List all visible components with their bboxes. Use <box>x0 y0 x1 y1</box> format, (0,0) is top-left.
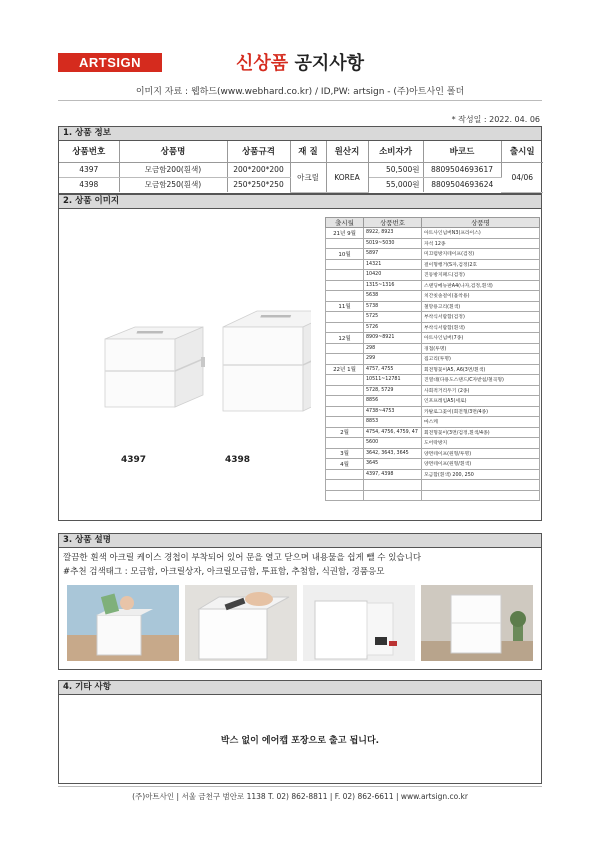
product-release: 04/06 <box>501 162 543 192</box>
list-month <box>326 280 364 291</box>
list-month <box>326 406 364 417</box>
list-month <box>326 417 364 428</box>
title-notice: 공지사항 <box>294 53 364 74</box>
list-code: 4754, 4756, 4759, 47 <box>364 427 422 438</box>
list-item <box>326 259 540 270</box>
list-month: 10월 <box>326 249 364 260</box>
usage-photos <box>59 579 541 669</box>
list-code <box>364 480 422 491</box>
list-month <box>326 490 364 501</box>
product-description-heading: 3. 상품 설명 <box>59 534 541 548</box>
search-tags: #추천 검색태그 : 모금함, 아크릴상자, 아크릴모금함, 투표함, 추첨함, 식권함, 경품응모 <box>63 567 385 577</box>
box-label-4398: 4398 <box>225 455 251 465</box>
list-item <box>326 469 540 480</box>
product-code: 4397 <box>59 162 119 177</box>
list-name: 양면테이프(원형/투명) <box>422 448 540 459</box>
donation-box-illustration <box>91 299 311 429</box>
list-month <box>326 343 364 354</box>
list-item <box>326 385 540 396</box>
list-month: 11월 <box>326 301 364 312</box>
list-item <box>326 427 540 438</box>
usage-photo-3 <box>303 585 415 661</box>
list-code: 1315~1316 <box>364 280 422 291</box>
list-month <box>326 312 364 323</box>
list-name: 자석 12종 <box>422 238 540 249</box>
list-name: 철망용고리(흰색) <box>422 301 540 312</box>
col-material: 재 질 <box>290 141 326 162</box>
list-item <box>326 480 540 491</box>
col-price: 소비자가 <box>368 141 423 162</box>
product-origin: KOREA <box>326 162 368 192</box>
col-origin: 원산지 <box>326 141 368 162</box>
list-month <box>326 259 364 270</box>
title-new-product: 신상품 <box>235 53 289 74</box>
new-product-list-table <box>325 217 540 501</box>
product-info-table <box>59 141 543 193</box>
list-item <box>326 459 540 470</box>
product-code: 4398 <box>59 177 119 192</box>
list-item <box>326 312 540 323</box>
list-name: 사회적거리두기 (2종) <box>422 385 540 396</box>
list-code: 10511~12781 <box>364 375 422 386</box>
list-month: 21년 9월 <box>326 228 364 239</box>
list-item <box>326 291 540 302</box>
list-item <box>326 343 540 354</box>
donation-box-200 <box>105 327 205 407</box>
etc-section <box>58 680 542 784</box>
list-month <box>326 291 364 302</box>
product-info-heading: 1. 상품 정보 <box>59 127 541 141</box>
image-source-note: 이미지 자료 : 웹하드(www.webhard.co.kr) / ID,PW: artsign - (주)아트사인 폴더 <box>135 87 465 97</box>
list-name: 부착식서랍함(흰색) <box>422 322 540 333</box>
product-image-heading: 2. 상품 이미지 <box>59 195 541 209</box>
list-code: 3642, 3643, 3645 <box>364 448 422 459</box>
col-barcode: 바코드 <box>423 141 501 162</box>
list-name: 미끄럼방지테이프(검정) <box>422 249 540 260</box>
list-code: 5600 <box>364 438 422 449</box>
etc-heading: 4. 기타 사항 <box>59 681 541 695</box>
list-month: 22년 1월 <box>326 364 364 375</box>
list-col-month: 출시월 <box>326 218 364 228</box>
list-code: 299 <box>364 354 422 365</box>
page-title <box>0 49 600 75</box>
list-code <box>364 490 422 501</box>
product-price: 50,500원 <box>368 162 423 177</box>
product-description <box>59 548 541 579</box>
list-col-name: 상품명 <box>422 218 540 228</box>
list-name: 도어락방지 <box>422 438 540 449</box>
list-name: 진동방지패드(검정) <box>422 270 540 281</box>
written-date: * 작성일 : 2022. 04. 06 <box>451 115 540 124</box>
list-name <box>422 490 540 501</box>
list-code: 4397, 4398 <box>364 469 422 480</box>
company-footer: (주)아트사인 | 서울 금천구 범안로 1138 T. 02) 862-8811 | F. 02) 862-6611 | www.artsign.co.kr <box>132 792 468 801</box>
list-item <box>326 448 540 459</box>
list-item <box>326 375 540 386</box>
list-code: 5726 <box>364 322 422 333</box>
product-material: 아크릴 <box>290 162 326 192</box>
list-item <box>326 364 540 375</box>
list-name: 집고리(투명) <box>422 354 540 365</box>
list-item <box>326 322 540 333</box>
product-info-section <box>58 126 542 194</box>
list-name: 아트사인넘버N3(프라이스) <box>422 228 540 239</box>
list-name: 진열대(다용도스탠드/C자받침/철곡형) <box>422 375 540 386</box>
list-col-code: 상품번호 <box>364 218 422 228</box>
product-barcode: 8809504693624 <box>431 180 494 190</box>
col-code: 상품번호 <box>59 141 119 162</box>
list-month <box>326 469 364 480</box>
product-image-area <box>59 209 541 520</box>
list-item <box>326 396 540 407</box>
list-month: 2월 <box>326 427 364 438</box>
list-code: 4757, 4755 <box>364 364 422 375</box>
list-item <box>326 301 540 312</box>
list-item <box>326 249 540 260</box>
list-month <box>326 385 364 396</box>
list-code: 10420 <box>364 270 422 281</box>
list-name: 부착식서랍함(검정) <box>422 312 540 323</box>
product-description-section <box>58 533 542 670</box>
donation-box-250 <box>223 311 311 411</box>
product-price: 55,000원 <box>368 177 423 192</box>
header-divider <box>58 100 542 101</box>
product-name: 모금함200(흰색) <box>119 162 227 177</box>
list-name: 경첩(투명) <box>422 343 540 354</box>
list-name: 걸이형행거(S자,검정)2호 <box>422 259 540 270</box>
col-spec: 상품규격 <box>227 141 290 162</box>
list-item <box>326 270 540 281</box>
list-code: 8922, 8923 <box>364 228 422 239</box>
usage-photo-1 <box>67 585 179 661</box>
product-spec: 200*200*200 <box>227 162 290 177</box>
artsign-logo: ARTSIGN <box>58 53 162 72</box>
list-item <box>326 280 540 291</box>
description-text: 깔끔한 흰색 아크릴 케이스 경첩이 부착되어 있어 문을 열고 닫으며 내용물을 쉽게 뺄 수 있습니다 <box>63 553 422 563</box>
list-item <box>326 417 540 428</box>
list-month <box>326 354 364 365</box>
list-month <box>326 438 364 449</box>
list-item <box>326 238 540 249</box>
list-name: 모금함(흰색) 200, 250 <box>422 469 540 480</box>
list-month <box>326 322 364 333</box>
list-code: 5738 <box>364 301 422 312</box>
list-name: 회전형꽂이(3면/검정,흰색/4종) <box>422 427 540 438</box>
list-code: 4738~4753 <box>364 406 422 417</box>
list-code: 298 <box>364 343 422 354</box>
product-spec: 250*250*250 <box>227 177 290 192</box>
list-name: 스탠딩메뉴판A4(나자,검정,흰색) <box>422 280 540 291</box>
usage-photo-4 <box>421 585 533 661</box>
list-code: 14321 <box>364 259 422 270</box>
list-code: 3645 <box>364 459 422 470</box>
list-item <box>326 354 540 365</box>
list-code: 8856 <box>364 396 422 407</box>
list-name: 치간칫솔걸이(흡착용) <box>422 291 540 302</box>
list-code: 5897 <box>364 249 422 260</box>
list-item <box>326 228 540 239</box>
list-month <box>326 480 364 491</box>
list-month: 4월 <box>326 459 364 470</box>
list-month <box>326 238 364 249</box>
list-name <box>422 480 540 491</box>
col-name: 상품명 <box>119 141 227 162</box>
list-code: 5728, 5729 <box>364 385 422 396</box>
list-code: 5638 <box>364 291 422 302</box>
usage-photo-2 <box>185 585 297 661</box>
list-item <box>326 333 540 344</box>
list-month: 12월 <box>326 333 364 344</box>
col-release: 출시일 <box>501 141 543 162</box>
product-image-section <box>58 194 542 521</box>
list-code: 8909~8921 <box>364 333 422 344</box>
product-barcode: 8809504693617 <box>423 162 501 177</box>
list-name: 회전형꽂이A5, A6(3면/흰색) <box>422 364 540 375</box>
product-name: 모금함250(흰색) <box>119 177 227 192</box>
footer-divider <box>58 786 542 787</box>
list-item <box>326 406 540 417</box>
table-row <box>59 162 543 177</box>
list-code: 5725 <box>364 312 422 323</box>
shipping-note: 박스 없이 에어캡 포장으로 출고 됩니다. <box>220 735 380 746</box>
list-item <box>326 490 540 501</box>
list-name: 아트사인넘버(7종) <box>422 333 540 344</box>
box-label-4397: 4397 <box>121 455 147 465</box>
list-month <box>326 375 364 386</box>
list-name: 마스케 <box>422 417 540 428</box>
list-name: 인포프레임A5(세로) <box>422 396 540 407</box>
list-item <box>326 438 540 449</box>
list-month <box>326 270 364 281</box>
list-name: 카탈로그꽂이(회전형/3면/4종) <box>422 406 540 417</box>
list-month: 3월 <box>326 448 364 459</box>
list-code: 8853 <box>364 417 422 428</box>
list-code: 5019~5030 <box>364 238 422 249</box>
list-name: 양면테이프(원형/흰색) <box>422 459 540 470</box>
list-month <box>326 396 364 407</box>
